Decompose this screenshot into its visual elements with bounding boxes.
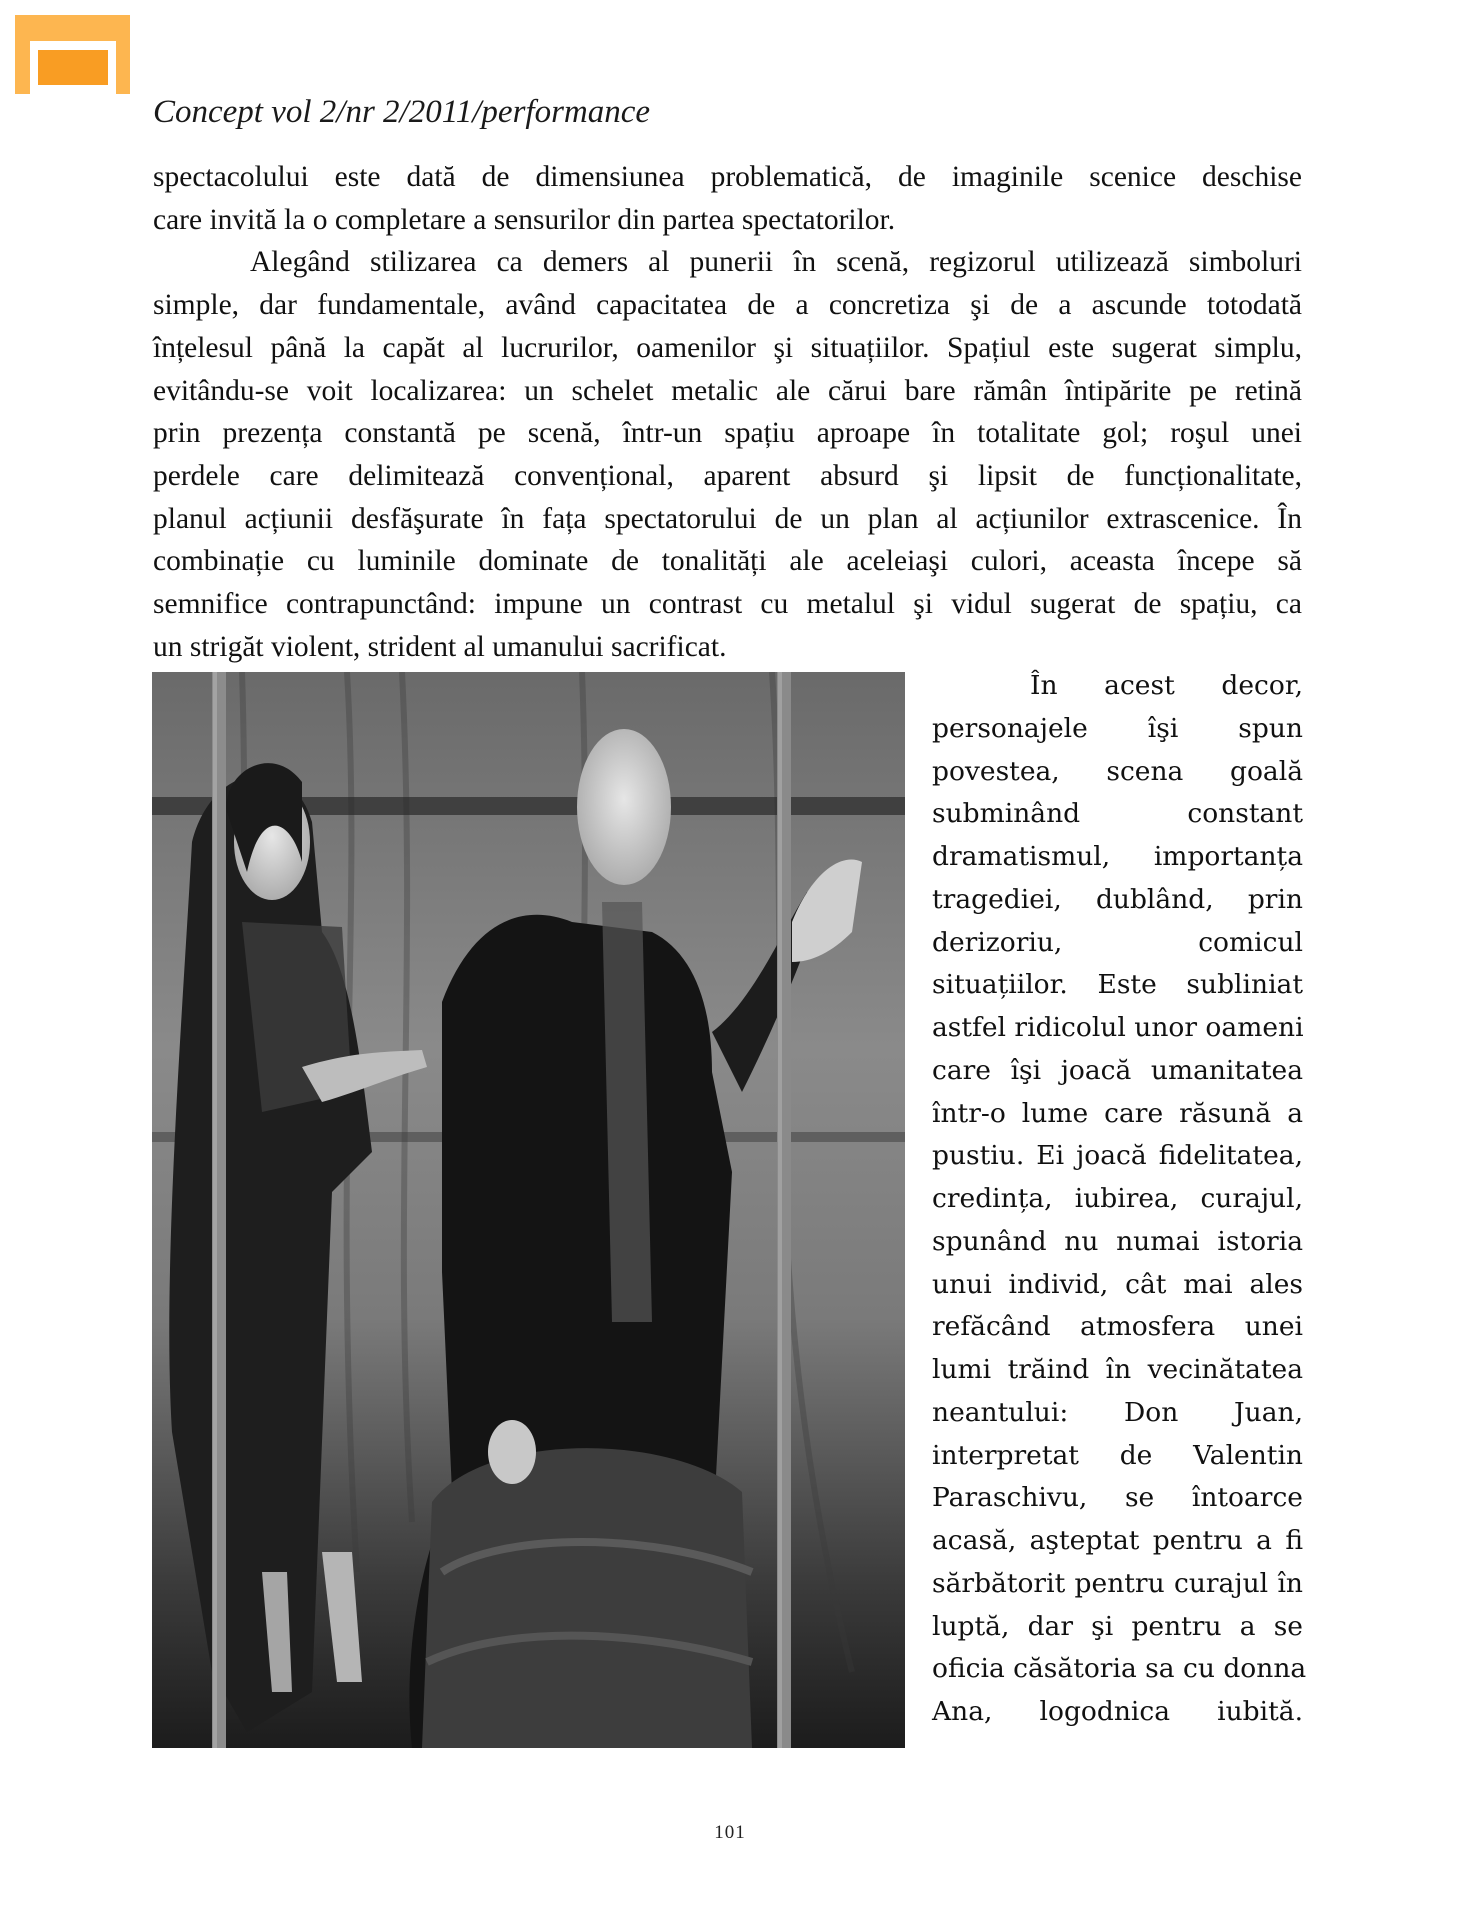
body-text-line: spectacolului este dată de dimensiunea problematică, de imaginile scenice deschise: [153, 161, 1302, 193]
side-column-line: credința, iubirea, curajul,: [932, 1183, 1303, 1214]
journal-logo: [15, 15, 130, 94]
side-column-line: povestea, scena goală: [932, 755, 1303, 787]
body-text-line: semnifice contrapunctând: impune un contrast cu metalul şi vidul sugerat de spațiu, ca: [153, 588, 1302, 620]
side-column-line: sărbătorit pentru curajul în: [932, 1567, 1303, 1599]
side-column-line: oficia căsătoria sa cu donna: [932, 1653, 1307, 1685]
side-column-line: luptă, dar şi pentru a se: [932, 1610, 1303, 1642]
logo-inner-shape: [38, 50, 108, 85]
side-column-line: subminând constant: [932, 798, 1303, 830]
side-column-line: care îşi joacă umanitatea: [932, 1054, 1303, 1086]
side-column-line: acasă, aşteptat pentru a fi: [932, 1525, 1303, 1556]
side-column-line: Paraschivu, se întoarce: [932, 1482, 1303, 1514]
side-column-line: într-o lume care răsună a: [932, 1097, 1303, 1129]
side-column-line: dramatismul, importanța: [932, 841, 1303, 872]
body-text-line: înțelesul până la capăt al lucrurilor, oamenilor şi situațiilor. Spațiul este sugerat simplu,: [153, 331, 1302, 364]
body-text-line: simple, dar fundamentale, având capacitatea de a concretiza şi de a ascunde totodată: [153, 289, 1302, 322]
side-column-line: refăcând atmosfera unei: [932, 1311, 1303, 1343]
body-text-line: combinație cu luminile dominate de tonalități ale aceleiaşi culori, aceasta începe să: [153, 545, 1302, 578]
body-text-line: evitându-se voit localizarea: un schelet metalic ale cărui bare rămân întipărite pe retină: [153, 374, 1302, 407]
side-column-line: interpretat de Valentin: [932, 1439, 1303, 1471]
stage-photo: [152, 672, 905, 1748]
side-column-line: derizoriu, comicul: [932, 926, 1303, 958]
side-column-line: tragediei, dublând, prin: [932, 883, 1303, 915]
side-column-line: lumi trăind în vecinătatea: [932, 1354, 1303, 1385]
body-text-line: care invită la o completare a sensurilor din partea spectatorilor.: [153, 203, 896, 236]
body-text-line: un strigăt violent, strident al umanului sacrificat.: [153, 630, 727, 663]
body-text-line: Alegând stilizarea ca demers al punerii în scenă, regizorul utilizează simboluri: [250, 246, 1302, 279]
stage-photo-illustration: [152, 672, 905, 1748]
side-column-line: pustiu. Ei joacă fidelitatea,: [932, 1140, 1303, 1172]
side-column-line: În acest decor,: [1030, 670, 1303, 701]
side-column-line: unui individ, cât mai ales: [932, 1268, 1303, 1300]
side-column-line: astfel ridicolul unor oameni: [932, 1012, 1304, 1043]
side-column-line: situațiilor. Este subliniat: [932, 969, 1303, 1001]
side-column-line: personajele îşi spun: [932, 712, 1303, 744]
body-text-line: planul acțiunii desfăşurate în fața spectatorului de un plan al acțiunilor extrascenice. În: [153, 502, 1302, 535]
side-column-line: spunând nu numai istoria: [932, 1225, 1303, 1257]
side-column-line: neantului: Don Juan,: [932, 1396, 1303, 1428]
body-text-line: perdele care delimitează convențional, aparent absurd şi lipsit de funcționalitate,: [153, 459, 1302, 492]
running-head: Concept vol 2/nr 2/2011/performance: [153, 94, 651, 130]
side-column-line: Ana, logodnica iubită.: [932, 1696, 1303, 1727]
page-number: 101: [714, 1822, 746, 1843]
body-text-line: prin prezența constantă pe scenă, într-un spațiu aproape în totalitate gol; roşul unei: [153, 417, 1302, 450]
